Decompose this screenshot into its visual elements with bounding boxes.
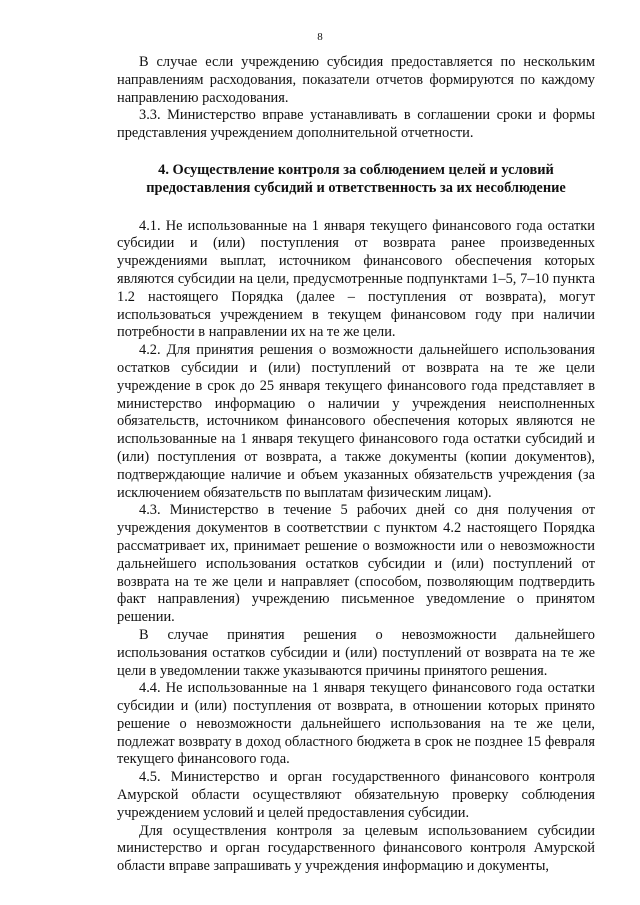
paragraph-3-3: 3.3. Министерство вправе устанавливать в соглашении сроки и формы представления учреждением дополнительной отчетности. (117, 107, 595, 142)
section-heading: 4. Осуществление контроля за соблюдением целей и условий предоставления субсидий и ответственность за их несоблюдение (146, 161, 566, 196)
document-body (117, 54, 595, 876)
paragraph-multiple-directions: В случае если учреждению субсидия предоставляется по нескольким направлениям расходования, показатели отчетов формируются по каждому направлению расходования. (117, 54, 595, 106)
page-number: 8 (317, 31, 323, 43)
paragraph-refusal-reasons: В случае принятия решения о невозможности дальнейшего использования остатков субсидии и (или) поступлений от возврата на те же цели в уведомлении также указываются причины принятого решения. (117, 626, 595, 679)
paragraph-4-2: 4.2. Для принятия решения о возможности дальнейшего использования остатков субсидии и (или) поступлений от возврата на те же цели учреждение в срок до 25 января текущего финансового года представляет в министерство информацию о наличии у учреждения неисполненных обязательств, источником финансового обеспечения которых являются не использованные на 1 января текущего финансового года остатки субсидий и (или) поступления от возврата, а также документы (копии документов), подтверждающие наличие и объем указанных обязательств учреждения (за исключением обязательств по выплатам физическим лицам). (117, 342, 595, 501)
paragraph-control-requests: Для осуществления контроля за целевым использованием субсидии министерство и орган государственного финансового контроля Амурской области вправе запрашивать у учреждения информацию и документы, (117, 822, 595, 875)
paragraph-4-5: 4.5. Министерство и орган государственного финансового контроля Амурской области осуществляют обязательную проверку соблюдения учреждением условий и целей предоставления субсидии. (117, 769, 595, 821)
paragraph-4-4: 4.4. Не использованные на 1 января текущего финансового года остатки субсидии и (или) поступления от возврата, в отношении которых принято решение о невозможности дальнейшего использования на те же цели, подлежат возврату в доход областного бюджета в срок не позднее 15 февраля текущего финансового года. (117, 680, 595, 768)
paragraph-4-1: 4.1. Не использованные на 1 января текущего финансового года остатки субсидии и (или) поступления от возврата ранее произведенных учреждениями выплат, источником финансового обеспечения которых являются субсидии на цели, предусмотренные подпунктами 1–5, 7–10 пункта 1.2 настоящего Порядка (далее – поступления от возврата), могут использоваться учреждением в текущем финансовом году при наличии потребности в направлении их на те же цели. (117, 217, 595, 341)
paragraph-4-3: 4.3. Министерство в течение 5 рабочих дней со дня получения от учреждения документов в соответствии с пунктом 4.2 настоящего Порядка рассматривает их, принимает решение о возможности или о невозможности дальнейшего использования остатков субсидии и (или) поступлений от возврата на те же цели и направляет (способом, позволяющим подтвердить факт направления) учреждению письменное уведомление о принятом решении. (117, 502, 595, 626)
